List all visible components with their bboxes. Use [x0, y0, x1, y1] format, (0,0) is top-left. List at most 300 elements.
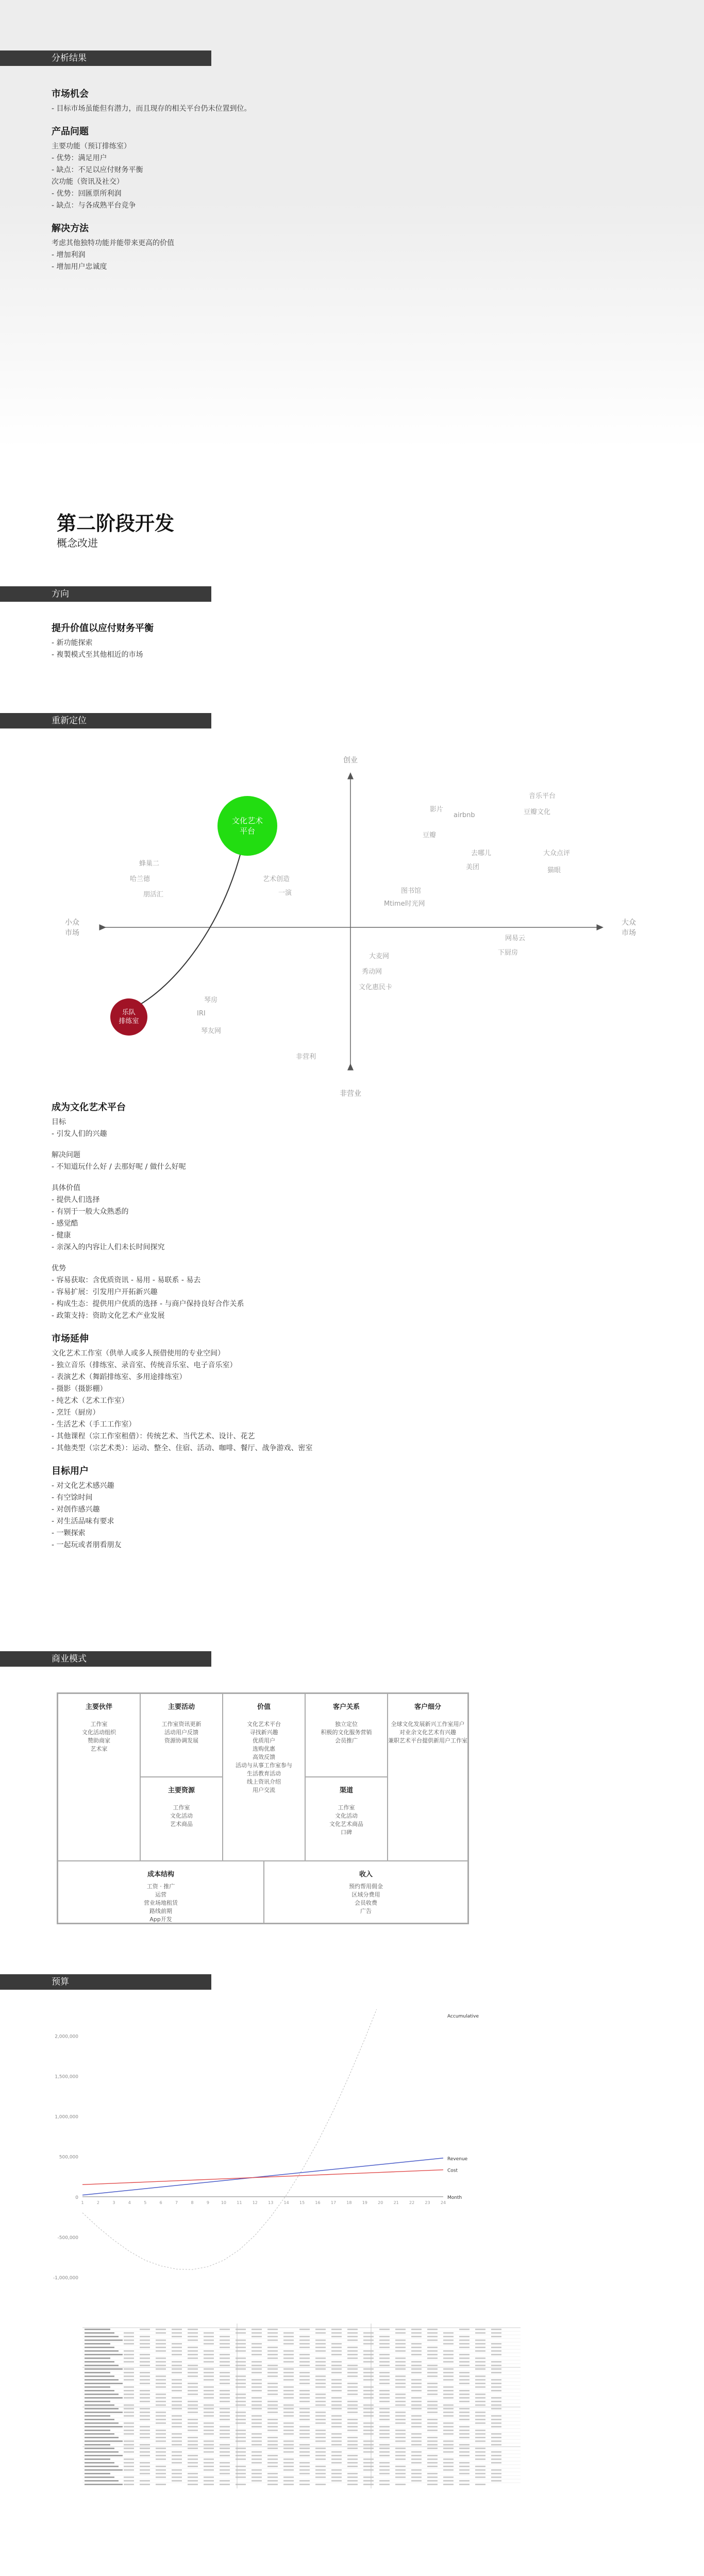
- table-cell: [443, 2484, 454, 2485]
- table-cell: [283, 2358, 294, 2359]
- table-cell: [379, 2408, 390, 2410]
- table-cell: [427, 2372, 438, 2374]
- table-cell: [220, 2401, 230, 2402]
- table-cell: [283, 2466, 294, 2467]
- table-cell: [459, 2433, 470, 2435]
- table-cell: [204, 2379, 214, 2381]
- table-cell: [188, 2408, 198, 2410]
- map-label: 去哪儿: [471, 850, 492, 857]
- problem-line: - 不知道玩什么好 / 去那好呢 / 做什么好呢: [52, 1163, 186, 1171]
- table-cell: [491, 2386, 501, 2388]
- table-cell: [124, 2350, 134, 2352]
- extension-line: - 表演艺术（舞蹈排练室、多用途排练室）: [52, 1373, 187, 1381]
- map-label: 美团: [466, 863, 480, 871]
- table-cell: [443, 2422, 454, 2424]
- extension-line: - 摄影（摄影棚）: [52, 1385, 107, 1393]
- table-cell: [204, 2484, 214, 2485]
- table-cell: [427, 2473, 438, 2475]
- table-cell: [172, 2368, 182, 2370]
- table-cell: [252, 2444, 262, 2446]
- table-cell: [220, 2329, 230, 2330]
- direction-line: - 複製模式至其他相近的市场: [52, 651, 143, 659]
- table-cell: [172, 2426, 182, 2428]
- table-cell: [204, 2372, 214, 2374]
- table-cell: [459, 2451, 470, 2453]
- table-cell: [283, 2336, 294, 2337]
- extension-line: - 独立音乐（排练室、录音室、传统音乐室、电子音乐室）: [52, 1361, 237, 1369]
- table-cell: [395, 2343, 406, 2345]
- table-cell: [156, 2401, 166, 2402]
- y-tick-label: 0: [75, 2195, 78, 2200]
- table-cell: [443, 2433, 454, 2435]
- table-cell: [363, 2412, 374, 2413]
- table-cell: [188, 2401, 198, 2402]
- table-cell: [427, 2426, 438, 2428]
- table-cell: [427, 2390, 438, 2392]
- y-tick-label: 500,000: [59, 2155, 78, 2160]
- table-cell: [140, 2473, 150, 2475]
- table-cell: [283, 2372, 294, 2374]
- table-cell: [172, 2415, 182, 2417]
- table-cell: [172, 2329, 182, 2330]
- table-cell: [267, 2426, 278, 2428]
- table-cell: [283, 2480, 294, 2482]
- x-tick-label: 9: [206, 2200, 210, 2205]
- table-cell: [172, 2386, 182, 2388]
- table-cell: [267, 2390, 278, 2392]
- table-cell: [188, 2412, 198, 2413]
- table-cell: [443, 2390, 454, 2392]
- table-cell: [299, 2484, 310, 2485]
- table-cell: [379, 2358, 390, 2359]
- table-cell: [427, 2466, 438, 2467]
- table-cell: [459, 2329, 470, 2330]
- table-cell: [188, 2336, 198, 2337]
- table-cell: [347, 2329, 358, 2330]
- table-cell: [363, 2376, 374, 2377]
- table-cell: [379, 2383, 390, 2384]
- table-cell: [331, 2477, 342, 2478]
- table-row-label: [85, 2376, 114, 2377]
- table-cell: [140, 2354, 150, 2355]
- table-cell: [188, 2426, 198, 2428]
- table-cell: [443, 2350, 454, 2352]
- table-cell: [124, 2394, 134, 2395]
- map-label: 网易云: [505, 935, 526, 942]
- table-cell: [347, 2368, 358, 2370]
- map-label: 大麦网: [369, 953, 390, 960]
- table-cell: [283, 2340, 294, 2341]
- table-cell: [315, 2455, 326, 2456]
- table-cell: [156, 2412, 166, 2413]
- table-cell: [363, 2358, 374, 2359]
- table-cell: [252, 2329, 262, 2330]
- table-cell: [459, 2462, 470, 2464]
- table-cell: [315, 2404, 326, 2406]
- table-cell: [156, 2433, 166, 2435]
- table-cell: [427, 2354, 438, 2355]
- table-cell: [188, 2430, 198, 2431]
- table-cell: [379, 2419, 390, 2420]
- market-line: - 目标市场虽能但有潜力，而且现存的相关平台仍未位置到位。: [52, 105, 252, 113]
- table-row-label: [85, 2347, 114, 2348]
- table-cell: [283, 2477, 294, 2478]
- table-cell: [491, 2441, 501, 2442]
- table-cell: [124, 2459, 134, 2460]
- target-user-line: - 对生活品味有要求: [52, 1517, 114, 1526]
- table-cell: [204, 2332, 214, 2334]
- table-cell: [220, 2383, 230, 2384]
- value-line: - 提供人们选择: [52, 1196, 100, 1204]
- table-cell: [459, 2484, 470, 2485]
- solution-line: 考虑其他独特功能并能带来更高的价值: [52, 239, 174, 247]
- table-cell: [491, 2354, 501, 2355]
- table-cell: [172, 2437, 182, 2438]
- table-cell: [411, 2379, 422, 2381]
- table-cell: [443, 2368, 454, 2370]
- table-cell: [363, 2404, 374, 2406]
- advantage-line: - 构成生态：提供用户优质的选择 - 与商户保持良好合作关系: [52, 1300, 244, 1308]
- section-bar-analysis: 分析结果: [0, 50, 211, 66]
- x-tick-label: 10: [221, 2200, 227, 2205]
- table-cell: [156, 2343, 166, 2345]
- table-cell: [443, 2404, 454, 2406]
- table-cell: [124, 2484, 134, 2485]
- table-cell: [363, 2332, 374, 2334]
- table-cell: [188, 2376, 198, 2377]
- table-cell: [427, 2422, 438, 2424]
- table-cell: [363, 2466, 374, 2467]
- table-row-label: [85, 2390, 114, 2392]
- table-cell: [315, 2401, 326, 2402]
- table-cell: [267, 2455, 278, 2456]
- table-cell: [156, 2376, 166, 2377]
- table-row-label: [85, 2419, 114, 2420]
- table-cell: [220, 2484, 230, 2485]
- extension-line: - 其他类型（宗艺术类）：运动、整全、住宿、活动、咖啡、餐厅、战争游戏、密室: [52, 1444, 313, 1452]
- x-tick-label: 19: [362, 2200, 367, 2205]
- table-cell: [315, 2477, 326, 2478]
- table-cell: [475, 2473, 485, 2475]
- table-cell: [427, 2412, 438, 2413]
- table-cell: [475, 2358, 485, 2359]
- table-cell: [411, 2336, 422, 2337]
- table-cell: [459, 2397, 470, 2399]
- table-cell: [395, 2451, 406, 2453]
- table-cell: [315, 2466, 326, 2467]
- table-cell: [283, 2332, 294, 2334]
- table-cell: [156, 2350, 166, 2352]
- table-cell: [124, 2379, 134, 2381]
- table-cell: [140, 2433, 150, 2435]
- table-cell: [283, 2412, 294, 2413]
- table-cell: [331, 2437, 342, 2438]
- x-tick-label: 13: [268, 2200, 274, 2205]
- table-cell: [363, 2354, 374, 2355]
- table-cell: [283, 2368, 294, 2370]
- table-cell: [443, 2477, 454, 2478]
- table-cell: [427, 2401, 438, 2402]
- table-cell: [395, 2433, 406, 2435]
- table-cell: [427, 2347, 438, 2348]
- table-cell: [491, 2462, 501, 2464]
- table-cell: [475, 2419, 485, 2420]
- table-cell: [252, 2404, 262, 2406]
- table-cell: [363, 2390, 374, 2392]
- table-cell: [443, 2415, 454, 2417]
- table-cell: [220, 2412, 230, 2413]
- table-cell: [156, 2459, 166, 2460]
- table-cell: [411, 2361, 422, 2363]
- table-cell: [459, 2466, 470, 2467]
- table-cell: [395, 2448, 406, 2449]
- platform-head: 成为文化艺术平台: [52, 1102, 126, 1113]
- x-tick-label: 7: [175, 2200, 178, 2205]
- table-cell: [315, 2484, 326, 2485]
- table-cell: [140, 2347, 150, 2348]
- table-cell: [283, 2350, 294, 2352]
- table-cell: [443, 2372, 454, 2374]
- table-cell: [188, 2354, 198, 2355]
- table-cell: [252, 2386, 262, 2388]
- table-cell: [427, 2332, 438, 2334]
- table-cell: [395, 2404, 406, 2406]
- table-cell: [267, 2336, 278, 2337]
- table-cell: [204, 2397, 214, 2399]
- table-cell: [475, 2361, 485, 2363]
- table-cell: [140, 2426, 150, 2428]
- table-row-label: [85, 2383, 123, 2384]
- table-cell: [427, 2419, 438, 2420]
- table-cell: [347, 2354, 358, 2355]
- budget-table-svg: [82, 2324, 521, 2494]
- y-tick-label: -500,000: [57, 2235, 78, 2241]
- table-cell: [427, 2408, 438, 2410]
- table-cell: [220, 2480, 230, 2482]
- table-cell: [267, 2383, 278, 2384]
- table-cell: [299, 2419, 310, 2420]
- table-cell: [156, 2477, 166, 2478]
- table-cell: [443, 2336, 454, 2337]
- table-cell: [140, 2419, 150, 2420]
- table-cell: [299, 2354, 310, 2355]
- table-cell: [267, 2329, 278, 2330]
- table-cell: [140, 2437, 150, 2438]
- table-cell: [363, 2415, 374, 2417]
- table-cell: [395, 2394, 406, 2395]
- table-cell: [459, 2347, 470, 2348]
- table-cell: [188, 2394, 198, 2395]
- table-cell: [124, 2390, 134, 2392]
- table-cell: [140, 2484, 150, 2485]
- table-cell: [140, 2466, 150, 2467]
- table-cell: [267, 2347, 278, 2348]
- table-cell: [220, 2437, 230, 2438]
- table-cell: [475, 2332, 485, 2334]
- table-cell: [188, 2448, 198, 2449]
- table-cell: [379, 2376, 390, 2377]
- table-cell: [267, 2368, 278, 2370]
- table-cell: [188, 2455, 198, 2456]
- table-cell: [172, 2347, 182, 2348]
- table-cell: [140, 2469, 150, 2471]
- table-cell: [172, 2372, 182, 2374]
- direction-line: - 新功能探索: [52, 639, 93, 647]
- table-cell: [299, 2437, 310, 2438]
- table-cell: [299, 2390, 310, 2392]
- table-cell: [331, 2397, 342, 2399]
- table-cell: [140, 2365, 150, 2366]
- map-label: 豆瓣: [423, 832, 437, 839]
- table-cell: [395, 2361, 406, 2363]
- table-cell: [331, 2433, 342, 2435]
- table-cell: [395, 2430, 406, 2431]
- table-cell: [156, 2397, 166, 2399]
- table-row-label: [85, 2397, 123, 2399]
- table-cell: [395, 2422, 406, 2424]
- table-cell: [220, 2390, 230, 2392]
- table-row-label: [85, 2451, 119, 2453]
- table-cell: [124, 2480, 134, 2482]
- table-cell: [124, 2462, 134, 2464]
- table-cell: [379, 2372, 390, 2374]
- table-cell: [252, 2347, 262, 2348]
- table-cell: [347, 2390, 358, 2392]
- table-cell: [475, 2441, 485, 2442]
- table-cell: [156, 2437, 166, 2438]
- table-cell: [379, 2444, 390, 2446]
- table-cell: [395, 2358, 406, 2359]
- table-cell: [220, 2469, 230, 2471]
- table-cell: [363, 2430, 374, 2431]
- direction-content: [52, 621, 515, 661]
- table-cell: [267, 2462, 278, 2464]
- table-cell: [347, 2484, 358, 2485]
- table-cell: [267, 2372, 278, 2374]
- table-cell: [379, 2329, 390, 2330]
- table-cell: [427, 2358, 438, 2359]
- table-cell: [379, 2397, 390, 2399]
- table-cell: [459, 2473, 470, 2475]
- table-cell: [315, 2469, 326, 2471]
- table-cell: [443, 2448, 454, 2449]
- table-cell: [172, 2343, 182, 2345]
- table-cell: [124, 2441, 134, 2442]
- table-cell: [411, 2455, 422, 2456]
- table-cell: [331, 2336, 342, 2337]
- table-cell: [491, 2372, 501, 2374]
- table-cell: [427, 2368, 438, 2370]
- table-cell: [443, 2376, 454, 2377]
- table-cell: [140, 2444, 150, 2446]
- table-cell: [267, 2408, 278, 2410]
- table-cell: [283, 2448, 294, 2449]
- table-cell: [491, 2415, 501, 2417]
- table-row-label: [85, 2459, 110, 2460]
- table-cell: [156, 2473, 166, 2475]
- table-cell: [411, 2383, 422, 2384]
- table-row-label: [85, 2379, 119, 2381]
- table-cell: [379, 2394, 390, 2395]
- table-cell: [252, 2469, 262, 2471]
- table-cell: [363, 2444, 374, 2446]
- table-cell: [347, 2347, 358, 2348]
- table-cell: [124, 2433, 134, 2435]
- target-user-line: - 对文化艺术感兴趣: [52, 1482, 114, 1490]
- table-cell: [204, 2408, 214, 2410]
- table-cell: [188, 2332, 198, 2334]
- table-cell: [491, 2455, 501, 2456]
- table-cell: [267, 2358, 278, 2359]
- table-cell: [204, 2448, 214, 2449]
- table-cell: [315, 2441, 326, 2442]
- table-cell: [347, 2462, 358, 2464]
- table-cell: [411, 2354, 422, 2355]
- table-row-label: [85, 2412, 123, 2413]
- table-row-label: [85, 2469, 123, 2471]
- x-tick-label: 11: [237, 2200, 242, 2205]
- table-cell: [315, 2412, 326, 2413]
- table-cell: [331, 2390, 342, 2392]
- table-cell: [267, 2394, 278, 2395]
- table-cell: [379, 2451, 390, 2453]
- table-cell: [459, 2437, 470, 2438]
- table-cell: [411, 2415, 422, 2417]
- table-cell: [283, 2441, 294, 2442]
- table-cell: [491, 2361, 501, 2363]
- table-cell: [156, 2386, 166, 2388]
- table-cell: [491, 2422, 501, 2424]
- table-cell: [267, 2444, 278, 2446]
- table-cell: [411, 2368, 422, 2370]
- table-cell: [124, 2430, 134, 2431]
- table-cell: [459, 2336, 470, 2337]
- table-cell: [443, 2361, 454, 2363]
- table-cell: [427, 2386, 438, 2388]
- table-cell: [379, 2473, 390, 2475]
- table-cell: [283, 2462, 294, 2464]
- budget-chart: [52, 2009, 567, 2298]
- table-row-label: [85, 2480, 119, 2482]
- table-cell: [363, 2361, 374, 2363]
- table-cell: [315, 2422, 326, 2424]
- table-row-label: [85, 2350, 119, 2352]
- map-label: airbnb: [454, 811, 475, 819]
- table-cell: [459, 2383, 470, 2384]
- table-cell: [363, 2441, 374, 2442]
- table-cell: [459, 2412, 470, 2413]
- axis-left-label: 小众 市场: [65, 919, 79, 937]
- table-cell: [411, 2332, 422, 2334]
- table-cell: [475, 2451, 485, 2453]
- table-cell: [315, 2386, 326, 2388]
- table-cell: [299, 2361, 310, 2363]
- table-cell: [363, 2394, 374, 2395]
- table-cell: [252, 2397, 262, 2399]
- table-cell: [252, 2354, 262, 2355]
- table-cell: [220, 2455, 230, 2456]
- table-cell: [347, 2473, 358, 2475]
- table-cell: [331, 2329, 342, 2330]
- table-cell: [475, 2466, 485, 2467]
- table-cell: [395, 2397, 406, 2399]
- table-cell: [427, 2340, 438, 2341]
- bmc-customer-segments: 客户细分 全球文化发展新兴工作室用户 对业余文化艺术有兴趣 兼职艺术平台提供新用户工作室: [388, 1693, 468, 1861]
- table-cell: [156, 2404, 166, 2406]
- table-cell: [491, 2408, 501, 2410]
- table-cell: [252, 2419, 262, 2420]
- table-cell: [331, 2365, 342, 2366]
